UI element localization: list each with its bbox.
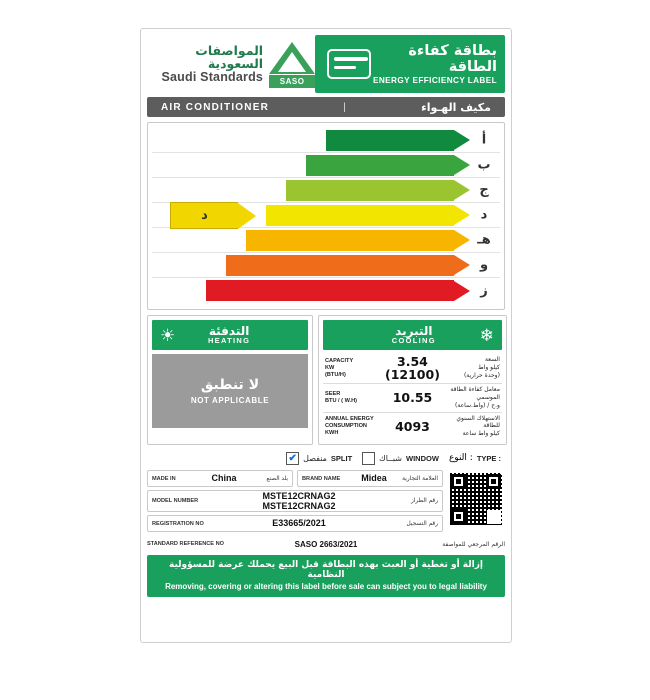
grade-letter: ز xyxy=(480,283,488,298)
sun-icon: ☀ xyxy=(160,325,176,345)
registration-label-english: REGISTRATION NO xyxy=(152,520,204,527)
saso-logo-text xyxy=(147,44,263,83)
cooling-row-label-english: SEER BTU / ( W.H) xyxy=(325,390,358,404)
model-value-line2: MSTE12CRNAG2 xyxy=(262,501,336,512)
registration-label-arabic: رقم التسجيل xyxy=(406,520,438,527)
made-in-label-english: MADE IN xyxy=(152,475,176,482)
cooling-row-label-english: ANNUAL ENERGY CONSUMPTION KWH xyxy=(325,415,374,436)
grade-row xyxy=(152,153,500,178)
efficiency-grade-scale xyxy=(147,122,505,310)
qr-code xyxy=(447,470,505,528)
grade-letter: و xyxy=(479,257,489,273)
cooling-row-value: 3.54 (12100) xyxy=(385,354,440,383)
grade-letter: ب xyxy=(477,157,491,173)
type-label-arabic: النوع : xyxy=(448,453,473,464)
split-label-english: SPLIT xyxy=(330,453,353,463)
registration-row xyxy=(147,515,443,532)
cooling-title-english: COOLING xyxy=(391,336,436,346)
grade-bar xyxy=(306,155,470,176)
standard-value: SASO 2663/2021 xyxy=(294,539,358,549)
grade-letter: أ xyxy=(481,132,487,148)
saso-emblem-icon xyxy=(269,40,311,88)
split-label-arabic: منفصل xyxy=(303,453,327,463)
cooling-row xyxy=(323,353,502,384)
heating-title-english: HEATING xyxy=(207,336,251,346)
grade-bar xyxy=(326,130,470,151)
cooling-row-label-arabic: معامل كفاءة الطاقة الموسمي و.ح / (واط.ساعة) xyxy=(450,386,500,409)
energy-label-title-banner xyxy=(315,35,505,93)
grade-bar xyxy=(206,280,470,301)
grade-bar xyxy=(246,230,470,251)
product-info-rows xyxy=(147,470,443,535)
saso-name-arabic: المواصفات السعودية xyxy=(195,43,264,72)
heating-value-box xyxy=(152,354,308,428)
snowflake-icon: ❄ xyxy=(479,325,494,345)
heating-panel xyxy=(147,315,313,445)
energy-label-title-english: ENERGY EFFICIENCY LABEL xyxy=(373,75,497,85)
brand-label-arabic: العلامة التجارية xyxy=(402,475,438,482)
brand-label-english: BRAND NAME xyxy=(302,475,341,482)
grade-pointer xyxy=(170,202,256,229)
heating-value-arabic: لا تنطبق xyxy=(200,377,260,393)
product-info-block xyxy=(147,470,505,535)
cooling-row-label-arabic: السعة كيلو واط (وحدة حرارية) xyxy=(463,356,500,380)
performance-panels xyxy=(147,315,505,445)
type-label xyxy=(449,453,501,463)
energy-label-titles xyxy=(371,43,497,86)
made-in-value: China xyxy=(211,473,237,484)
model-number-row xyxy=(147,490,443,512)
cooling-title-arabic: التبريد xyxy=(395,323,433,338)
standard-reference-row xyxy=(147,537,505,551)
window-checkbox-box[interactable] xyxy=(362,452,375,465)
cooling-row-label-arabic: الاستهلاك السنوي للطاقة كيلو واط ساعة xyxy=(456,414,500,438)
cooling-row-value: 10.55 xyxy=(392,390,433,406)
cooling-row xyxy=(323,384,502,412)
product-type-arabic: مكيف الهـواء xyxy=(421,100,491,114)
grade-bar xyxy=(286,180,470,201)
legal-notice-arabic: إزالة أو تغطية أو العبث بهذه البطاقة قبل البيع يحملك عرضة للمسؤولية النظامية xyxy=(169,560,483,581)
legal-notice-english: Removing, covering or altering this label before sale can subject you to legal liability xyxy=(165,582,487,592)
grade-letter: هـ xyxy=(477,232,491,248)
saso-emblem-label: SASO xyxy=(269,75,315,88)
ac-type-row xyxy=(151,449,501,467)
cooling-panel xyxy=(318,315,507,445)
grade-pointer-letter: د xyxy=(170,202,238,229)
brand-row xyxy=(297,470,443,487)
window-label-arabic: شبــاك xyxy=(379,453,403,463)
heating-title-arabic: التدفئة xyxy=(208,323,250,338)
model-value xyxy=(204,491,394,512)
cooling-panel-header xyxy=(323,320,502,350)
product-type-separator: | xyxy=(343,101,347,113)
grade-row xyxy=(152,128,500,153)
energy-efficiency-label xyxy=(140,28,512,643)
model-label-english: MODEL NUMBER xyxy=(152,498,199,505)
cooling-row-label-english: CAPACITY KW (BTU/H) xyxy=(325,357,354,378)
model-label-arabic: رقم الطراز xyxy=(410,498,438,505)
cooling-row-value: 4093 xyxy=(395,418,430,434)
grade-row xyxy=(152,228,500,253)
registration-value: E33665/2021 xyxy=(272,518,326,529)
type-label-english: TYPE : xyxy=(476,453,501,463)
energy-label-title-arabic: بطاقة كفاءة الطاقة xyxy=(408,42,497,76)
air-conditioner-icon xyxy=(327,49,371,79)
saso-logo xyxy=(147,35,315,93)
brand-value: Midea xyxy=(361,473,387,484)
grade-row xyxy=(152,253,500,278)
heating-panel-header xyxy=(152,320,308,350)
cooling-row xyxy=(323,413,502,440)
product-type-bar xyxy=(147,97,505,117)
window-type-checkbox[interactable] xyxy=(362,452,439,465)
standard-label-english: STANDARD REFERENCE NO xyxy=(147,541,224,548)
grade-letter: ج xyxy=(479,182,489,198)
made-in-row xyxy=(147,470,293,487)
grade-letter: د xyxy=(480,207,488,223)
split-checkbox-box[interactable]: ✔ xyxy=(286,452,299,465)
model-value-line1: MSTE12CRNAG2 xyxy=(262,490,336,501)
split-type-checkbox[interactable] xyxy=(286,452,352,465)
grade-row xyxy=(152,278,500,303)
grade-row xyxy=(152,178,500,203)
legal-notice-footer xyxy=(147,555,505,597)
saso-name-english: Saudi Standards xyxy=(161,69,264,84)
made-in-label-arabic: بلد الصنع xyxy=(266,475,288,482)
standard-label-arabic: الرقم المرجعي للمواصفة xyxy=(442,540,505,548)
grade-bar xyxy=(266,205,470,226)
window-label-english: WINDOW xyxy=(406,453,439,463)
product-type-english: AIR CONDITIONER xyxy=(161,101,269,113)
cooling-data-rows xyxy=(323,353,502,440)
grade-bar xyxy=(226,255,470,276)
label-header xyxy=(147,35,505,93)
heating-value-english: NOT APPLICABLE xyxy=(190,396,270,405)
